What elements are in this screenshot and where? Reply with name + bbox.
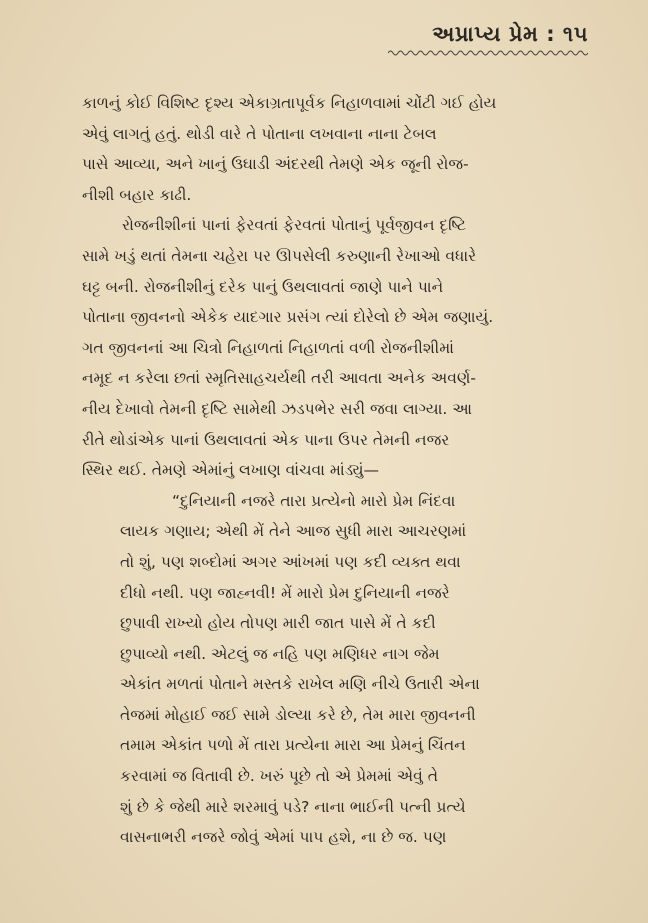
text-line: નીય દેખાવો તેમની દૃષ્ટિ સામેથી ઝડપભેર સરી જવા લાગ્યા. આ — [82, 399, 472, 418]
text-line: એકાંત મળતાં પોતાને મસ્તકે રાખેલ મણિ નીચે ઉતારી એના — [120, 675, 480, 694]
text-line: વાસનાભરી નજરે જોવું એમાં પાપ હશે, ના છે જ. પણ — [120, 828, 447, 847]
text-line: તમામ એકાંત પળો મેં તારા પ્રત્યેના મારા આ પ્રેમનું ચિંતન — [120, 736, 466, 755]
running-header — [388, 22, 588, 57]
text-line: નીશી બહાર કાઢી. — [82, 185, 192, 204]
text-line: તેજમાં મોહાઈ જઈ સામે ડોલ્યા કરે છે, તેમ મારા જીવનની — [120, 705, 476, 724]
text-line: સામે ખડું થતાં તેમના ચહેરા પર ઊપસેલી કરુણાની રેખાઓ વધારે — [82, 246, 477, 265]
text-line: પોતાના જીવનનો એકેક યાદગાર પ્રસંગ ત્યાં દોરેલો છે એમ જણાયું. — [82, 308, 494, 327]
text-line: રોજનીશીનાં પાનાં ફેરવતાં ફેરવતાં પોતાનું પૂર્વજીવન દૃષ્ટિ — [122, 216, 466, 235]
text-line: તો શું, પણ શબ્દોમાં અગર આંખમાં પણ કદી વ્યક્ત થવા — [120, 552, 461, 571]
text-line: દીધો નથી. પણ જાહ્નવી! મેં મારો પ્રેમ દુનિયાની નજરે — [120, 583, 450, 602]
text-line: પાસે આવ્યા, અને ખાનું ઉઘાડી અંદરથી તેમણે એક જૂની રોજ- — [82, 155, 469, 174]
text-line: રીતે થોડાંએક પાનાં ઉથલાવતાં એક પાના ઉપર તેમની નજર — [82, 430, 450, 449]
header-wavy-rule — [388, 49, 588, 57]
page-header-title: અપ્રાપ્ય પ્રેમ : ૧૫ — [432, 22, 588, 46]
text-line: ગત જીવનનાં આ ચિત્રો નિહાળતાં નિહાળતાં વળી રોજનીશીમાં — [82, 338, 454, 357]
text-line: કરવામાં જ વિતાવી છે. ખરું પૂછે તો એ પ્રેમમાં એવું તે — [120, 767, 438, 786]
text-line: ઘટ્ટ બની. રોજનીશીનું દરેક પાનું ઉથલાવતાં જાણે પાને પાને — [82, 277, 444, 296]
page-body — [82, 88, 588, 853]
text-line: કાળનું કોઈ વિશિષ્ટ દૃશ્ય એકાગ્રતાપૂર્વક નિહાળવામાં ચોંટી ગઈ હોય — [82, 94, 497, 112]
paragraph-1 — [82, 88, 588, 210]
text-line: સ્થિર થઈ. તેમણે એમાંનું લખાણ વાંચવા માંડ્યું— — [82, 461, 380, 480]
text-line: છુપાવી રાખ્યો હોય તોપણ મારી જાત પાસે મેં તે કદી — [120, 614, 436, 633]
quoted-diary-entry — [120, 486, 588, 853]
text-line: લાયક ગણાય; એથી મેં તેને આજ સુધી મારા આચરણમાં — [120, 522, 467, 541]
text-line: નમૂદ ન કરેલા છતાં સ્મૃતિસાહચર્યથી તરી આવતા અનેક અવર્ણ- — [82, 369, 476, 388]
paragraph-2 — [82, 210, 588, 485]
text-line: એવું લાગતું હતું. થોડી વારે તે પોતાના લખવાના નાના ટેબલ — [82, 124, 437, 143]
text-line: છુપાવ્યો નથી. એટલું જ નહિ પણ મણિધર નાગ જેમ — [120, 644, 440, 663]
text-line: “દુનિયાની નજરે તારા પ્રત્યેનો મારો પ્રેમ નિંદવા — [172, 491, 456, 510]
text-line: શું છે કે જેથી મારે શરમાવું પડે? નાના ભાઈની પત્ની પ્રત્યે — [120, 797, 466, 816]
